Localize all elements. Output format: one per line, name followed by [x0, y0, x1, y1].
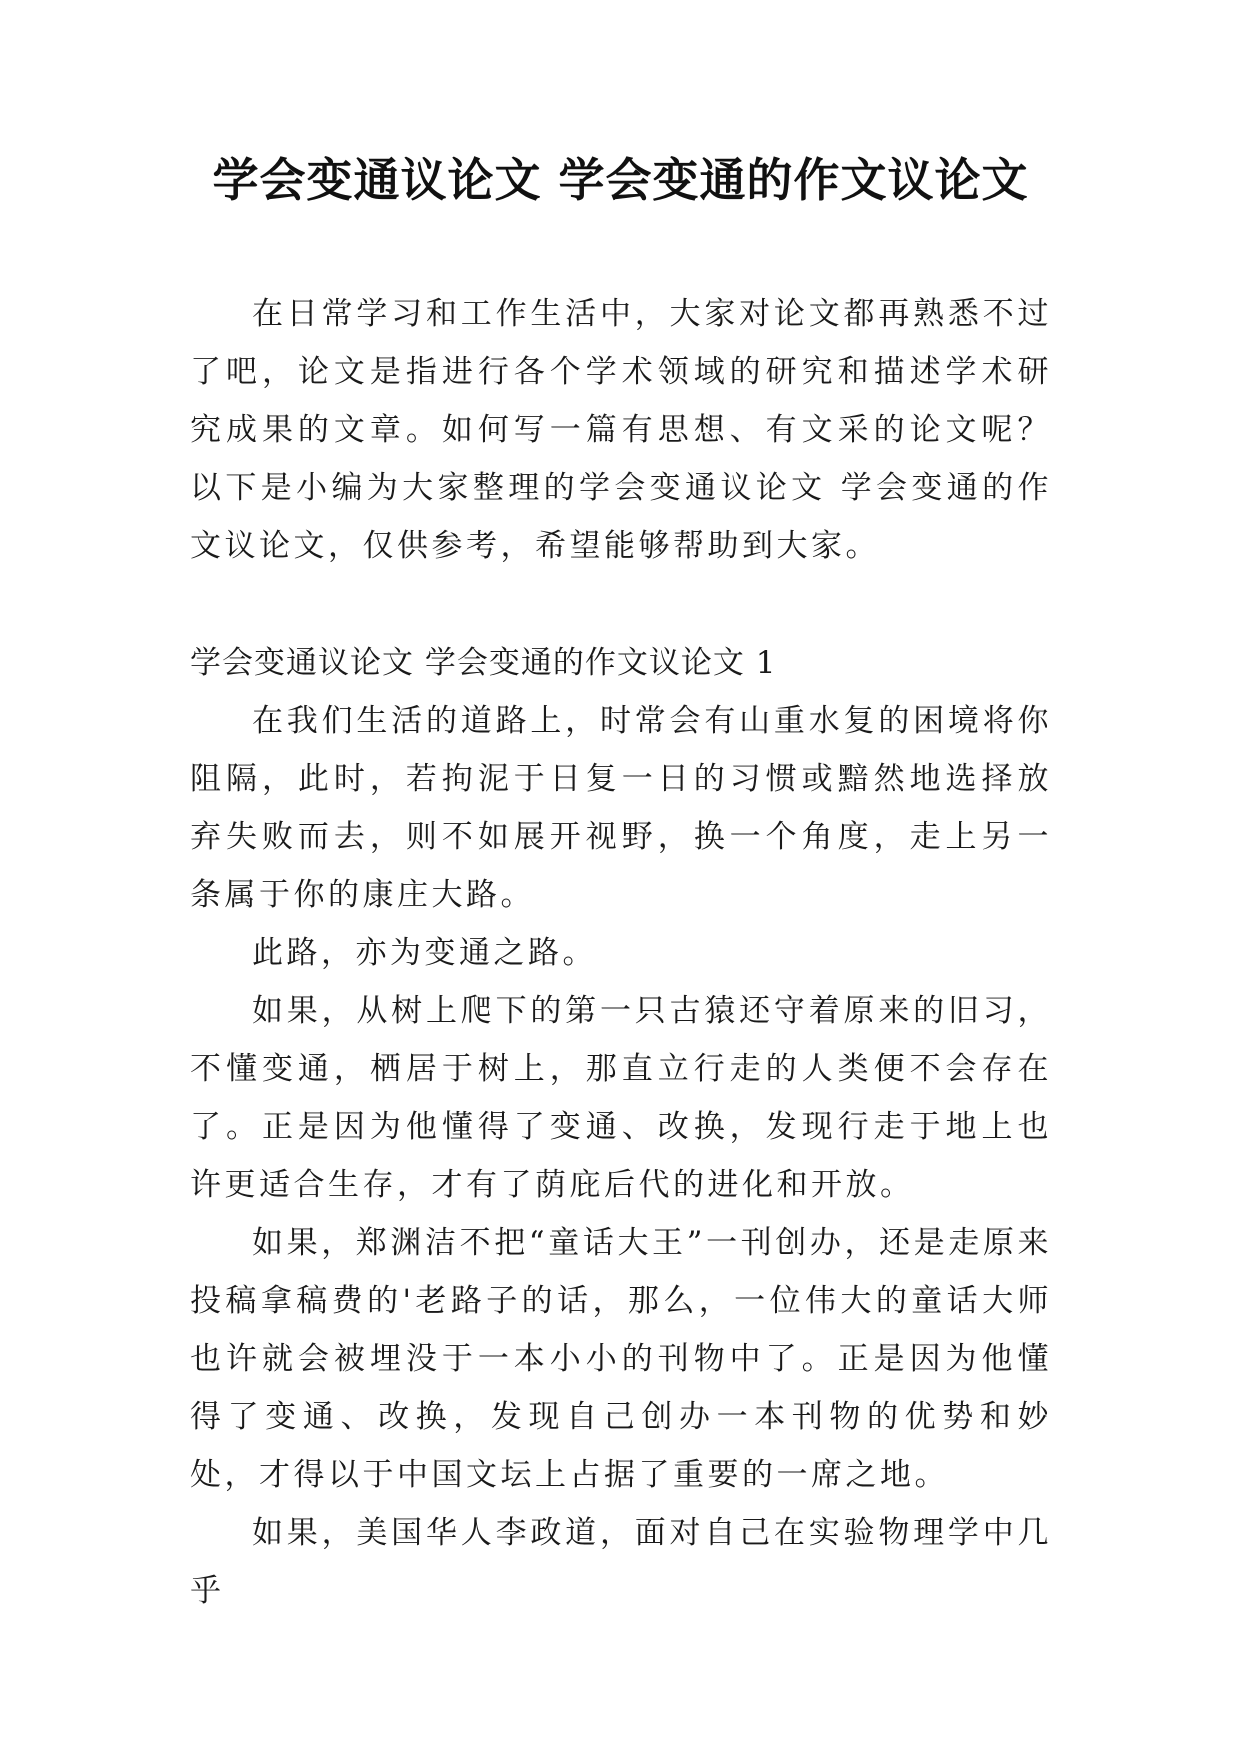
paragraph-1: 在我们生活的道路上，时常会有山重水复的困境将你阻隔，此时，若拘泥于日复一日的习惯或黯然地选择放弃失败而去，则不如展开视野，换一个角度，走上另一条属于你的康庄大路。	[190, 703, 1052, 913]
document-title: 学会变通议论文 学会变通的作文议论文	[212, 153, 1029, 207]
intro-paragraph: 在日常学习和工作生活中，大家对论文都再熟悉不过了吧，论文是指进行各个学术领域的研究和描述学术研究成果的文章。如何写一篇有思想、有文采的论文呢？以下是小编为大家整理的学会变通议论文 学会变通的作文议论文，仅供参考，希望能够帮助到大家。	[190, 296, 1052, 564]
paragraph-2: 此路，亦为变通之路。	[252, 935, 597, 971]
section-heading: 学会变通议论文 学会变通的作文议论文 1	[190, 645, 777, 681]
paragraph-3: 如果，从树上爬下的第一只古猿还守着原来的旧习，不懂变通，栖居于树上，那直立行走的人类便不会存在了。正是因为他懂得了变通、改换，发现行走于地上也许更适合生存，才有了荫庇后代的进化和开放。	[190, 993, 1052, 1203]
intro-block	[190, 285, 1052, 575]
paragraph-5: 如果，美国华人李政道，面对自己在实验物理学中几乎	[190, 1515, 1052, 1609]
essay-section	[190, 634, 1052, 1620]
paragraph-4: 如果，郑渊洁不把“童话大王”一刊创办，还是走原来投稿拿稿费的'老路子的话，那么，一位伟大的童话大师也许就会被埋没于一本小小的刊物中了。正是因为他懂得了变通、改换，发现自己创办一本刊物的优势和妙处，才得以于中国文坛上占据了重要的一席之地。	[190, 1225, 1052, 1493]
